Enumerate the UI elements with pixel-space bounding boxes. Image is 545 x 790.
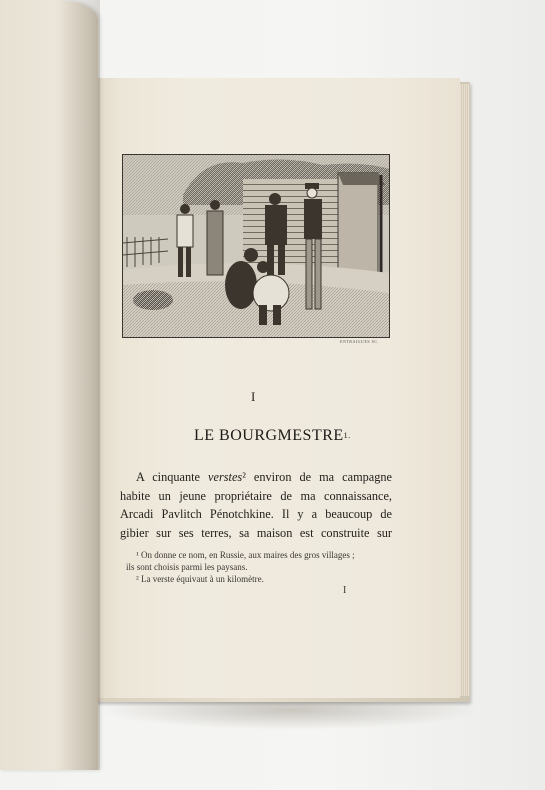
title-note-mark: 1.: [343, 431, 351, 440]
footnotes: [126, 549, 392, 585]
body-line: gibier sur ses terres, sa maison est construite sur: [120, 525, 392, 540]
engraving-illustration: [122, 154, 390, 338]
signature-mark: I: [343, 585, 347, 596]
chapter-number: I: [251, 389, 256, 404]
chapter-title-text: LE BOURGMESTRE: [194, 427, 344, 444]
chapter-title: [194, 427, 351, 445]
left-page-curl-shadow: [60, 0, 100, 770]
engraver-signature: ENTRAIGUES SC.: [340, 339, 380, 344]
bush: [133, 290, 173, 310]
body-line: Arcadi Pavlitch Pénotchkine. Il y a beaucoup de: [120, 507, 392, 521]
engraving-scene: [123, 155, 389, 337]
footnote-line: ² La verste équivaut à un kilomètre.: [136, 574, 264, 584]
body-line: A cinquante verstes² environ de ma campagne: [136, 470, 392, 484]
body-paragraph: [120, 468, 392, 542]
footnote-line: ¹ On donne ce nom, en Russie, aux maires des gros villages ;: [136, 550, 355, 560]
footnote-line: ils sont choisis parmi les paysans.: [126, 562, 248, 572]
body-line: habite un jeune propriétaire de ma connaissance,: [120, 488, 392, 503]
left-page: [0, 0, 98, 770]
